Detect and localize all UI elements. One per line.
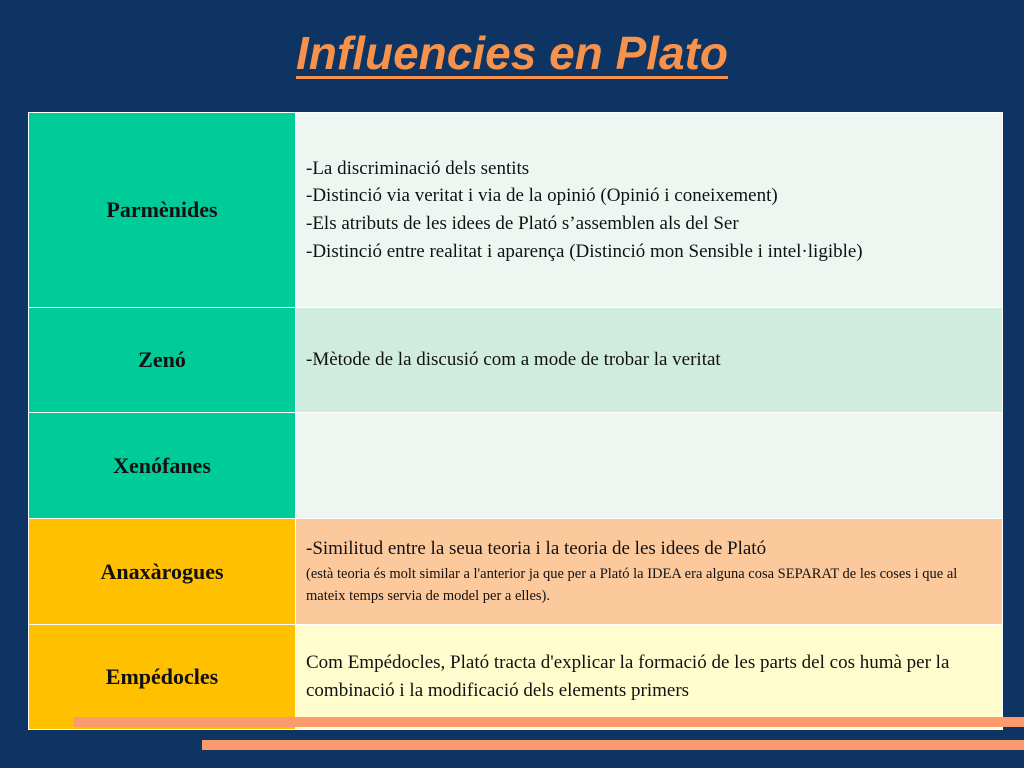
table-row [29,113,1003,308]
influence-line: -Distinció via veritat i via de la opinió (Opinió i coneixement) [306,185,778,207]
influence-line: -Distinció entre realitat i aparença (Distinció mon Sensible i intel·ligible) [306,240,863,262]
influence-line: Com Empédocles, Plató tracta d'explicar la formació de les parts del cos humà per la combinació i la modificació dels elements primers [306,652,950,701]
influence-line: -Els atributs de les idees de Plató s’assemblen als del Ser [306,213,739,234]
philosopher-name: Empédocles [29,625,296,730]
table-row [29,519,1003,625]
influence-description [296,625,1003,730]
influence-description [296,519,1003,625]
influence-line: -Similitud entre la seua teoria i la teoria de les idees de Plató [306,538,767,560]
influence-note: (està teoria és molt similar a l'anterior ja que per a Plató la IDEA era alguna cosa SEPARAT de les coses i que al mateix temps servia de model per a elles). [306,565,958,605]
influence-description [296,113,1003,308]
philosopher-name: Xenófanes [29,413,296,519]
table-row [29,308,1003,413]
influence-line: -La discriminació dels sentits [306,157,530,179]
slide-title: Influencies en Plato [296,27,728,79]
philosopher-name: Zenó [29,308,296,413]
decorative-stripe [202,740,1024,750]
philosopher-name: Anaxàrogues [29,519,296,625]
influence-description [296,308,1003,413]
influences-table [28,112,1003,730]
table-row [29,625,1003,730]
philosopher-name: Parmènides [29,113,296,308]
table-row [29,413,1003,519]
influence-line: -Mètode de la discusió com a mode de trobar la veritat [306,349,721,371]
influence-description [296,413,1003,519]
decorative-stripe [74,717,1024,727]
